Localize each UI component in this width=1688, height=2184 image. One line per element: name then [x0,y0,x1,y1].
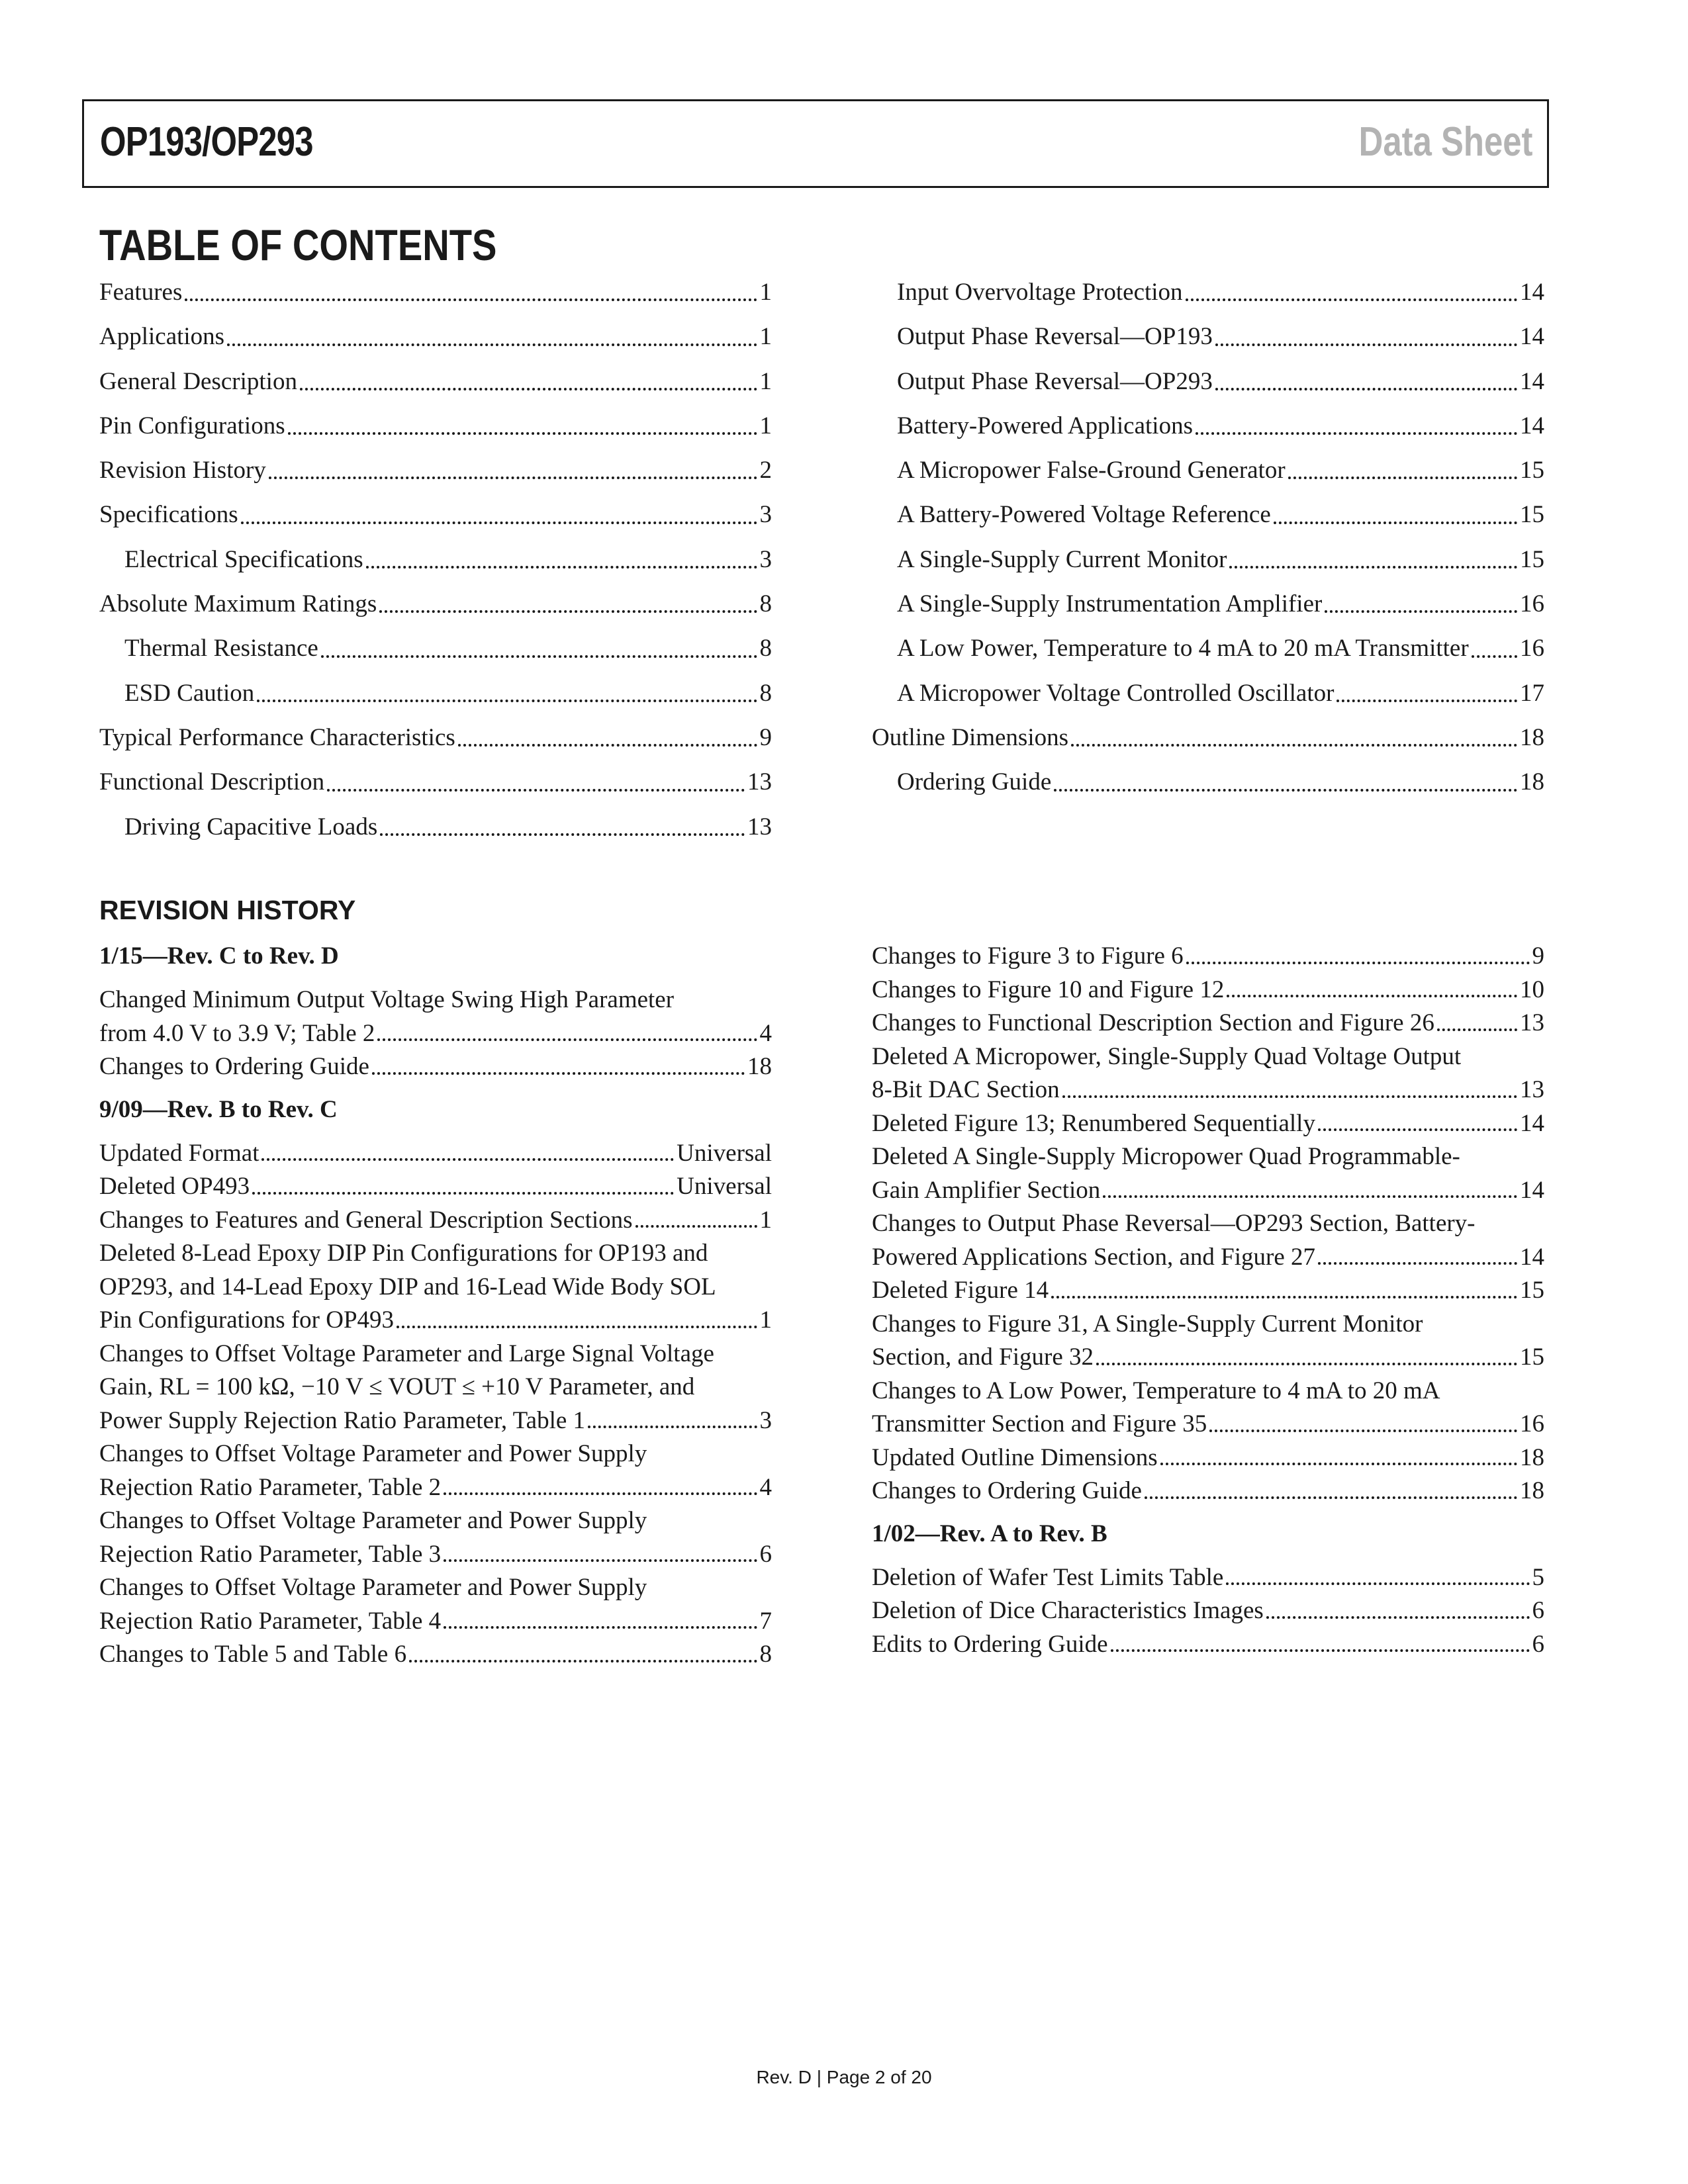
toc-entry[interactable] [99,314,772,359]
revision-page-number: 13 [1520,1076,1544,1103]
toc-entry-label: Revision History [99,457,266,484]
dot-leader [185,298,757,301]
revision-entry-last-line [872,1107,1544,1141]
toc-page-number: 18 [1520,768,1544,796]
dot-leader [1229,566,1517,569]
toc-entry[interactable] [872,492,1544,537]
document-title: OP193/OP293 [100,119,313,165]
toc-page-number: 1 [759,367,772,395]
revision-entry [99,1504,772,1571]
revision-entry-last-line [872,1441,1544,1475]
revision-page-number: 16 [1520,1410,1544,1437]
revision-entry-last-line [872,1073,1544,1107]
revision-entry-last-line [99,1017,772,1051]
revision-entry [872,1040,1544,1107]
revision-entry-text: Deleted OP493 [99,1173,250,1200]
dot-leader [1103,1195,1517,1198]
toc-entry-label: General Description [99,367,297,395]
dot-leader [1062,1095,1517,1098]
toc-page-number: 18 [1520,723,1544,751]
revision-entry-last-line [872,1628,1544,1662]
toc-title: TABLE OF CONTENTS [99,220,497,269]
revision-entry-text: Deleted Figure 13; Renumbered Sequentially [872,1109,1315,1137]
toc-entry[interactable] [872,314,1544,359]
toc-entry[interactable] [872,270,1544,314]
revision-entry-text: Changes to Offset Voltage Parameter and Power Supply [99,1507,647,1534]
revision-entry-text: Edits to Ordering Guide [872,1630,1108,1658]
revision-entry [872,1441,1544,1475]
revision-entry-text: Deletion of Wafer Test Limits Table [872,1563,1224,1591]
toc-page-number: 1 [759,279,772,306]
revision-entry-text: Rejection Ratio Parameter, Table 3 [99,1540,442,1568]
toc-entry-label: Absolute Maximum Ratings [99,590,377,618]
revision-entry-text: Gain, RL = 100 kΩ, −10 V ≤ VOUT ≤ +10 V Parameter, and [99,1373,695,1400]
toc-entry[interactable] [99,404,772,448]
toc-entry-label: Output Phase Reversal—OP293 [897,367,1213,395]
dot-leader [444,1559,757,1562]
revision-column-left [99,940,772,1672]
revision-entry [872,1628,1544,1662]
toc-entry-label: Driving Capacitive Loads [124,813,378,841]
dot-leader [1209,1430,1517,1432]
toc-entry-label: A Micropower Voltage Controlled Oscillator [897,679,1335,707]
dot-leader [327,789,745,792]
revision-entry-text: Power Supply Rejection Ratio Parameter, Table 1 [99,1406,586,1434]
revision-entry-text: Changes to Figure 3 to Figure 6 [872,942,1184,970]
dot-leader [444,1626,757,1629]
revision-entry [99,983,772,1050]
dot-leader [1186,962,1530,964]
revision-entry-text: Deleted A Micropower, Single-Supply Quad Voltage Output [872,1042,1462,1070]
revision-entry-last-line [872,1241,1544,1275]
toc-page-number: 1 [759,323,772,351]
revision-entry [99,1338,772,1438]
dot-leader [269,477,757,479]
revision-entry-text: Deleted A Single-Supply Micropower Quad Programmable- [872,1143,1460,1170]
revision-page-number: 5 [1532,1563,1544,1591]
dot-leader [1145,1496,1517,1499]
revision-page-number: 18 [1520,1477,1544,1504]
dot-leader [1215,343,1517,346]
revision-entry-text: Changes to Figure 10 and Figure 12 [872,976,1225,1003]
toc-entry-label: Ordering Guide [897,768,1052,796]
revision-page-number: 3 [759,1406,772,1434]
revision-entry-last-line [872,1341,1544,1375]
revision-entry [99,1437,772,1504]
revision-page-number: 8 [759,1641,772,1668]
toc-page-number: 14 [1520,367,1544,395]
dot-leader [409,1660,757,1662]
revision-entry-last-line [99,1304,772,1338]
revision-entry-last-line [99,1050,772,1084]
toc-column-right [872,270,1544,805]
revision-entry [872,1375,1544,1441]
revision-entry [99,1237,772,1338]
toc-page-number: 13 [747,813,772,841]
revision-column-right [872,940,1544,1661]
toc-entry[interactable] [99,626,772,670]
revision-page-number: 7 [759,1607,772,1635]
document-type-label: Data Sheet [1358,119,1532,165]
revision-entry-text: Changes to Offset Voltage Parameter and Large Signal Voltage [99,1340,714,1367]
toc-page-number: 16 [1520,635,1544,662]
toc-entry-label: Outline Dimensions [872,723,1069,751]
dot-leader [1111,1649,1530,1652]
revision-entry-last-line [99,1605,772,1639]
dot-leader [261,1158,674,1161]
toc-entry[interactable] [872,626,1544,670]
dot-leader [257,700,757,702]
toc-entry[interactable] [872,582,1544,626]
toc-entry-label: A Low Power, Temperature to 4 mA to 20 mA Transmitter [897,635,1469,662]
toc-entry[interactable] [99,492,772,537]
toc-entry-label: A Battery-Powered Voltage Reference [897,501,1271,529]
toc-entry[interactable] [99,805,772,849]
toc-page-number: 14 [1520,279,1544,306]
revision-page-number: 6 [1532,1630,1544,1658]
toc-page-number: 3 [759,501,772,529]
dot-leader [241,522,757,524]
dot-leader [379,610,757,613]
revision-page-number: 14 [1520,1243,1544,1271]
revision-entry [872,1207,1544,1274]
toc-entry[interactable] [99,359,772,404]
dot-leader [1226,1582,1529,1585]
dot-leader [1274,522,1517,524]
toc-page-number: 15 [1520,457,1544,484]
revision-entry-text: Rejection Ratio Parameter, Table 4 [99,1607,442,1635]
revision-entry-text: Updated Outline Dimensions [872,1443,1158,1471]
dot-leader [1071,744,1517,747]
revision-entry-last-line [99,1638,772,1672]
dot-leader [1215,388,1517,390]
toc-entry-label: ESD Caution [124,679,255,707]
toc-page-number: 16 [1520,590,1544,618]
revision-page-number: 18 [1520,1443,1544,1471]
revision-entry-text: Changes to Table 5 and Table 6 [99,1641,407,1668]
revision-entry [99,1204,772,1238]
revision-page-number: 14 [1520,1109,1544,1137]
revision-entry-last-line [99,1137,772,1171]
toc-entry[interactable] [99,270,772,314]
toc-entry-label: Applications [99,323,225,351]
revision-history-title: REVISION HISTORY [99,895,356,925]
toc-entry-label: Typical Performance Characteristics [99,723,455,751]
toc-entry-label: Thermal Resistance [124,635,318,662]
toc-page-number: 8 [759,590,772,618]
dot-leader [321,655,757,658]
dot-leader [1266,1616,1530,1619]
toc-entry[interactable] [99,715,772,760]
toc-page-number: 9 [759,723,772,751]
toc-entry-label: Specifications [99,501,238,529]
toc-entry[interactable] [872,537,1544,582]
revision-entry [872,1561,1544,1595]
dot-leader [380,833,745,836]
revision-page-number: Universal [677,1139,772,1167]
revision-entry-text: Changes to Ordering Guide [872,1477,1142,1504]
revision-entry [99,1638,772,1672]
revision-entry-text: Changes to Features and General Description Sections [99,1206,633,1234]
toc-page-number: 8 [759,679,772,707]
revision-heading: 1/15—Rev. C to Rev. D [99,942,339,970]
revision-entry [872,1308,1544,1375]
toc-entry-label: Features [99,279,183,306]
dot-leader [288,432,757,435]
page-footer: Rev. D | Page 2 of 20 [756,2067,932,2087]
toc-page-number: 17 [1520,679,1544,707]
revision-page-number: 14 [1520,1176,1544,1204]
revision-entry [872,1594,1544,1628]
toc-entry-label: A Single-Supply Instrumentation Amplifier [897,590,1323,618]
revision-entry-text: Changes to Offset Voltage Parameter and Power Supply [99,1574,647,1601]
revision-entry-text: Deletion of Dice Characteristics Images [872,1597,1264,1624]
revision-entry-text: Changes to Offset Voltage Parameter and Power Supply [99,1440,647,1467]
revision-entry-last-line [872,1274,1544,1308]
revision-page-number: Universal [677,1173,772,1200]
revision-entry-last-line [99,1538,772,1572]
revision-entry [99,1170,772,1204]
toc-page-number: 1 [759,412,772,439]
toc-column-left [99,270,772,849]
revision-entry-last-line [872,1594,1544,1628]
revision-entry-last-line [872,1007,1544,1040]
revision-entry-text: Pin Configurations for OP493 [99,1306,395,1334]
revision-page-number: 13 [1520,1009,1544,1036]
revision-page-number: 18 [747,1053,772,1080]
toc-entry-label: Pin Configurations [99,412,285,439]
revision-entry-last-line [99,1170,772,1204]
toc-entry[interactable] [872,404,1544,448]
revision-entry-last-line [872,1408,1544,1441]
toc-entry[interactable] [99,537,772,582]
dot-leader [1325,610,1517,613]
toc-page-number: 14 [1520,412,1544,439]
revision-entry [872,1475,1544,1508]
revision-entry-text: Changes to Output Phase Reversal—OP293 Section, Battery- [872,1210,1476,1237]
revision-page-number: 6 [759,1540,772,1568]
dot-leader [1288,477,1517,479]
toc-page-number: 2 [759,457,772,484]
revision-entry-last-line [99,1471,772,1505]
toc-entry[interactable] [99,582,772,626]
toc-entry-label: A Micropower False-Ground Generator [897,457,1286,484]
toc-entry[interactable] [99,448,772,492]
revision-entry-text: Updated Format [99,1139,259,1167]
revision-page-number: 6 [1532,1597,1544,1624]
toc-entry[interactable] [872,671,1544,715]
toc-page-number: 8 [759,635,772,662]
dot-leader [227,343,757,346]
toc-entry-label: A Single-Supply Current Monitor [897,545,1227,573]
revision-page-number: 10 [1520,976,1544,1003]
dot-leader [1160,1463,1517,1465]
dot-leader [1437,1028,1517,1031]
revision-entry [99,1050,772,1084]
revision-entry-text: 8-Bit DAC Section [872,1076,1060,1103]
dot-leader [1336,700,1517,702]
dot-leader [372,1072,745,1075]
revision-entry [872,1140,1544,1207]
toc-entry[interactable] [872,715,1544,760]
revision-entry-text: Section, and Figure 32 [872,1343,1094,1371]
toc-entry[interactable] [872,359,1544,404]
revision-entry [99,1137,772,1171]
revision-page-number: 15 [1520,1277,1544,1304]
dot-leader [366,566,757,569]
dot-leader [377,1038,757,1041]
page-header [82,99,1549,188]
toc-entry[interactable] [872,448,1544,492]
revision-page-number: 15 [1520,1343,1544,1371]
revision-page-number: 4 [759,1473,772,1501]
toc-page-number: 15 [1520,501,1544,529]
revision-entry-text: Changes to A Low Power, Temperature to 4 mA to 20 mA [872,1377,1440,1404]
toc-entry[interactable] [99,760,772,804]
revision-entry-last-line [872,1475,1544,1508]
dot-leader [1318,1262,1517,1265]
toc-entry-label: Electrical Specifications [124,545,363,573]
revision-entry-text: from 4.0 V to 3.9 V; Table 2 [99,1019,375,1047]
revision-page-number: 1 [759,1206,772,1234]
revision-entry-text: Changes to Figure 31, A Single-Supply Current Monitor [872,1310,1423,1338]
revision-entry-text: Changed Minimum Output Voltage Swing High Parameter [99,986,675,1013]
toc-entry-label: Input Overvoltage Protection [897,279,1183,306]
revision-entry-last-line [872,1561,1544,1595]
revision-entry-text: OP293, and 14-Lead Epoxy DIP and 16-Lead Wide Body SOL [99,1273,716,1300]
revision-entry-last-line [99,1204,772,1238]
toc-entry-label: Battery-Powered Applications [897,412,1193,439]
revision-entry [872,974,1544,1007]
revision-entry [872,1274,1544,1308]
revision-entry-last-line [872,974,1544,1007]
toc-entry-label: Output Phase Reversal—OP193 [897,323,1213,351]
revision-entry-last-line [872,940,1544,974]
dot-leader [1196,432,1517,435]
dot-leader [1054,789,1517,792]
revision-entry-text: Transmitter Section and Figure 35 [872,1410,1207,1437]
toc-page-number: 14 [1520,323,1544,351]
dot-leader [458,744,757,747]
dot-leader [588,1426,757,1428]
dot-leader [635,1225,757,1228]
dot-leader [252,1192,674,1195]
revision-page-number: 1 [759,1306,772,1334]
revision-entry [872,940,1544,974]
toc-page-number: 3 [759,545,772,573]
toc-entry[interactable] [99,671,772,715]
revision-entry [872,1107,1544,1141]
revision-entry [872,1007,1544,1040]
revision-page-number: 9 [1532,942,1544,970]
dot-leader [1227,995,1517,997]
revision-heading: 1/02—Rev. A to Rev. B [872,1520,1107,1547]
dot-leader [1472,655,1517,658]
toc-page-number: 15 [1520,545,1544,573]
revision-entry-text: Deleted Figure 14 [872,1277,1049,1304]
dot-leader [1318,1128,1517,1131]
revision-entry-last-line [872,1174,1544,1208]
revision-entry-last-line [99,1404,772,1438]
dot-leader [1186,298,1517,301]
revision-entry-text: Rejection Ratio Parameter, Table 2 [99,1473,442,1501]
revision-entry-text: Powered Applications Section, and Figure 27 [872,1243,1316,1271]
revision-entry-text: Gain Amplifier Section [872,1176,1101,1204]
dot-leader [1051,1296,1517,1298]
revision-page-number: 4 [759,1019,772,1047]
revision-entry-text: Changes to Functional Description Section and Figure 26 [872,1009,1434,1036]
toc-entry[interactable] [872,760,1544,804]
revision-entry-text: Changes to Ordering Guide [99,1053,369,1080]
toc-entry-label: Functional Description [99,768,325,796]
dot-leader [1096,1363,1517,1365]
dot-leader [300,388,757,390]
dot-leader [397,1326,757,1328]
revision-heading: 9/09—Rev. B to Rev. C [99,1095,338,1123]
revision-entry [99,1571,772,1638]
toc-page-number: 13 [747,768,772,796]
revision-entry-text: Deleted 8-Lead Epoxy DIP Pin Configurations for OP193 and [99,1240,708,1267]
dot-leader [444,1492,757,1495]
